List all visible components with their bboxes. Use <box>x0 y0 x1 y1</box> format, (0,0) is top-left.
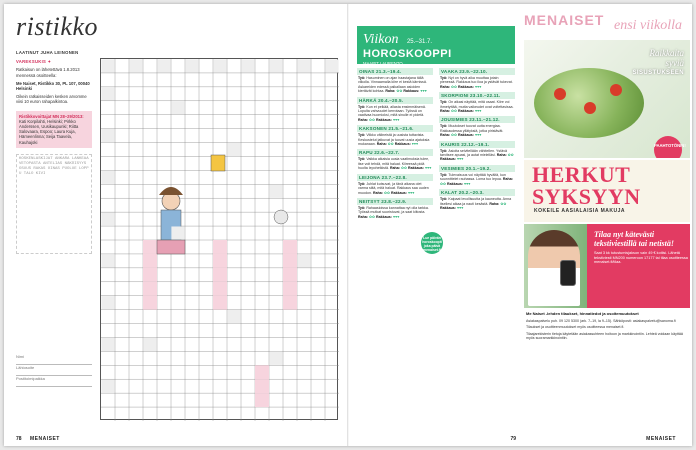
sign-name: JOUSIMIES 23.11.–21.12. <box>439 116 515 123</box>
next-week-label: ensi viikolla <box>614 18 683 33</box>
sign-name: HÄRKÄ 20.4.–20.5. <box>357 97 433 104</box>
sign-body: On aikasi näyttää, mitä osaat. Kiire voi ihmetyttää, mutta vaikeudet ovat voitettavissa. <box>440 100 514 109</box>
info-line: Tilaajarekisterin tietoja käytetään asiakassuhteen hoitoon ja markkinointiin. Lehteä voidaan käyttää myös suoramarkkinointiin. <box>526 331 683 340</box>
signs-column-right <box>439 68 515 213</box>
horoscope-sign <box>357 125 433 146</box>
star-rating-icon: ✿✿ <box>387 142 394 147</box>
heart-rating-icon: ♥♥♥ <box>475 133 482 138</box>
solution-cell[interactable] <box>255 393 269 407</box>
horoscope-sign <box>439 116 515 137</box>
entry-form <box>16 354 92 424</box>
section-label: VAREKSUKIS ✦ <box>16 59 52 65</box>
star-rating-icon: ✿✿ <box>500 201 507 206</box>
horoscope-sign <box>357 97 433 123</box>
crossword-grid-svg <box>101 59 339 421</box>
sign-money-label: Raha: <box>495 153 508 158</box>
clue-cell <box>171 101 184 114</box>
solution-cell[interactable] <box>213 296 227 310</box>
sign-love-label: Rakkaus: <box>440 205 457 210</box>
clue-cell <box>101 213 114 226</box>
clue-cell <box>241 59 254 72</box>
solution-cell[interactable] <box>143 268 157 282</box>
sign-money-label: Raha: <box>384 89 397 94</box>
winners-list: Kati Korpilahti, Helsinki; Pirkko Anderssen, Uusikaupunki; Riitta Salovaara, Espoo; Laura Kuja, Hämeenlinna; Seija Taavela, Kauhajoki <box>19 118 79 145</box>
solution-cell[interactable] <box>213 240 227 254</box>
clue-cell <box>101 296 114 309</box>
sign-money-label: Raha: <box>388 166 401 171</box>
sign-name: KAURIS 22.12.–19.1. <box>439 141 515 148</box>
clue-cell <box>269 185 282 198</box>
clue-cell <box>101 254 114 267</box>
star-rating-icon: ✿✿ <box>368 117 376 122</box>
horoscope-title: HOROSKOOPPI <box>363 48 452 60</box>
sign-money-label: Raha: <box>488 201 501 206</box>
sign-body: Juhlat kutsuvat, ja tänä aikana olet varma siitä, mitä haluat. Rakkaus saa uuden muodon. <box>358 181 429 195</box>
star-rating-icon: ✿✿ <box>507 153 514 158</box>
sign-money-label: Raha: <box>358 117 369 122</box>
salad-photo <box>524 40 690 158</box>
sign-body: Rahaasioissa kannattaa nyt olla tarkka. Työssä mutkat suoristuvat, ja saat kiitosta. <box>358 205 429 215</box>
clue-cell <box>227 143 240 156</box>
promo-headline: Tilaa nyt kätevästi tekstiviestillä tai netistä! <box>594 230 674 248</box>
previous-solution: KOSKENLASKIJAT ANKARA LANKEAA VETOPASTA ANTELIAS NÄKÖISYYS OSUUS RAKAS OINAS PUOLUE LOPPU TALO KIVI <box>16 154 92 254</box>
sign-text <box>357 132 433 146</box>
clue-cell <box>213 59 226 72</box>
heart-rating-icon: ♥♥♥ <box>464 181 471 186</box>
sign-text <box>439 99 515 113</box>
sign-body: Muutokset tuovat uutta energiaa. Rakkaudessa yllätyksiä, jotka piristävät. <box>440 124 504 133</box>
page-number-right: 79 <box>510 436 516 442</box>
sign-text <box>439 172 515 186</box>
star-rating-icon: ✿✿ <box>440 181 447 186</box>
entry-address-field[interactable]: Lähiosoite <box>16 365 92 376</box>
sign-name: NEITSYT 23.8.–22.9. <box>357 198 433 205</box>
clue-cell <box>297 254 310 267</box>
sign-work-label: Työ: <box>358 157 367 162</box>
star-rating-icon: ✿✿ <box>450 109 458 114</box>
next-week-header <box>522 10 692 40</box>
sign-love-label: Rakkaus: <box>402 89 421 94</box>
herkut-title: HERKUT SYKSYYN <box>532 162 641 209</box>
sign-text <box>357 75 433 94</box>
sign-name: SKORPIONI 23.10.–22.11. <box>439 92 515 99</box>
star-rating-icon: ✿✿ <box>383 190 391 195</box>
teaser-line-3: SISUSTUKSEEN <box>632 70 684 76</box>
star-rating-icon: ✿✿ <box>450 84 458 89</box>
sign-body: Kaipaat levollisuutta ja kauneutta. Anna itsellesi aikaa ja nauti kesästä. <box>440 197 512 206</box>
clue-cell <box>101 171 114 184</box>
horoscope-header <box>357 26 515 64</box>
clue-cell <box>171 226 184 239</box>
clue-cell <box>325 59 338 72</box>
crossword-sidebar <box>16 46 92 254</box>
horoscope-viikon: Viikon <box>363 32 399 47</box>
sign-work-label: Työ: <box>440 124 449 129</box>
heart-rating-icon: ♥♥♥ <box>456 205 464 210</box>
star-rating-icon: ✿✿ <box>450 133 458 138</box>
heart-rating-icon: ♥♥♥ <box>456 157 464 162</box>
sign-work-label: Työ: <box>358 181 367 186</box>
horoscope-sign <box>357 174 433 195</box>
author-label: LAATINUT JUHA LEINONEN <box>16 50 79 55</box>
horoscope-sign <box>439 92 515 113</box>
teaser-line-2: syviä <box>665 58 684 68</box>
solution-cell[interactable] <box>283 240 297 254</box>
sign-money-label: Raha: <box>375 142 388 147</box>
heart-rating-icon: ♥♥♥ <box>475 84 482 89</box>
horoscope-sign <box>439 68 515 89</box>
solution-cell[interactable] <box>213 268 227 282</box>
heart-rating-icon: ♥♥♥ <box>393 214 400 219</box>
clue-cell <box>269 352 282 365</box>
sign-body: Tulevaisuus voi näyttää hyvältä, kun suunnittelet rauhassa. Loma tuo lepoa. <box>440 172 506 182</box>
clue-cell <box>269 59 282 72</box>
sign-love-label: Rakkaus: <box>457 84 475 89</box>
signs-column-left <box>357 68 433 222</box>
sign-love-label: Rakkaus: <box>457 109 475 114</box>
herkut-subtitle: KOKEILE AASIALAISIA MAKUJA <box>534 208 625 214</box>
sign-body: Viikko välineistä ja uusista tuttavista. Keskustelut jatkuvat ja tuovat uusia ajatuksia mukanaan. <box>358 133 430 147</box>
heart-rating-icon: ♥♥♥ <box>411 142 419 147</box>
sign-love-label: Rakkaus: <box>440 157 457 162</box>
heart-rating-icon: ♥♥♥ <box>475 109 482 114</box>
subscription-promo[interactable] <box>524 224 690 308</box>
sign-love-label: Rakkaus: <box>390 190 408 195</box>
tomato-image <box>584 102 596 114</box>
info-title: Me Naiset -lehden tilaukset, hinnatiedot ja osoitemuutokset <box>526 311 639 316</box>
clue-cell <box>101 59 114 72</box>
info-line: Asiakaspalvelu puh. 09 120 5300 (ark. 7–19, la 9–15). Sähköposti: asiakaspalvelu@sanoma.fi <box>526 318 676 323</box>
horoscope-dates: 25.–31.7. <box>406 39 432 45</box>
solution-cell[interactable] <box>283 254 297 268</box>
promo-text <box>594 230 688 265</box>
magazine-spread <box>4 4 692 446</box>
horoscope-sign <box>357 198 433 219</box>
clue-cell <box>101 338 114 351</box>
entry-city-field[interactable]: Postitoimipaikka <box>16 376 92 387</box>
heart-rating-icon: ♥♥♥ <box>424 166 432 171</box>
sign-text <box>357 156 433 170</box>
sign-love-label: Rakkaus: <box>375 214 393 219</box>
sign-love-label: Rakkaus: <box>406 166 425 171</box>
page-title: ristikko <box>16 12 98 41</box>
sign-money-label: Raha: <box>372 190 384 195</box>
tomato-image <box>610 84 622 96</box>
solution-cell[interactable] <box>143 296 157 310</box>
sign-text <box>439 196 515 210</box>
solution-cell[interactable] <box>283 282 297 296</box>
sign-text <box>357 205 433 219</box>
page-number-left: 78 <box>16 436 22 442</box>
horoscope-sign <box>357 149 433 170</box>
solution-cell[interactable] <box>213 282 227 296</box>
subscription-info <box>526 312 690 343</box>
sign-body: Kun et pelkää, allasta ensimmäisenä. Lopulta vahvuudet kerrotaan. Työssä on vaativaa huomioksi, mitä sinulle ei pidetä. <box>358 104 426 118</box>
sign-name: VAAKA 23.9.–22.10. <box>439 68 515 75</box>
next-week-page <box>522 4 692 446</box>
clue-cell <box>185 59 198 72</box>
star-rating-icon: ✿✿ <box>396 89 403 94</box>
clue-cell <box>101 380 114 393</box>
sign-name: KALAT 20.2.–20.3. <box>439 189 515 196</box>
heart-rating-icon: ♥♥♥ <box>408 190 415 195</box>
solution-cell[interactable] <box>143 254 157 268</box>
sign-text <box>439 75 515 89</box>
horoscope-author: MAARIT LAURENTO <box>363 61 403 66</box>
promo-description: Saat 3 kk tutustumisjakson vain 49 € kotiisi. Lähetä tekstiviesti MN200 numeroon 17177 tai tilaa osoitteessa menaiset.fi/tilaa. <box>594 251 688 265</box>
solution-cell[interactable] <box>143 282 157 296</box>
clue-cell <box>101 129 114 142</box>
crossword-page <box>4 4 347 446</box>
sign-money-label: Raha: <box>501 177 513 182</box>
winners-title: Ristikkovoittajat MN 28–29/2013: <box>19 113 84 119</box>
sign-work-label: Työ: <box>358 76 367 80</box>
sign-body: Asioita selvitellään vähitellen. Ystävä tarvitsee apuasi, ja autat mielelläsi. <box>440 148 507 158</box>
sign-work-label: Työ: <box>358 104 367 109</box>
highlight-badge: PAAHTOTÖNIN! <box>654 136 682 158</box>
winners-box <box>16 111 92 148</box>
sign-body: Vaikka aikaisia uusia vaatimuksia tulee, itse voit tehdä, mitä haluat. Kiireessä pidä huolta lepohetkistä. <box>358 157 430 171</box>
sign-love-label: Rakkaus: <box>375 117 393 122</box>
solution-cell[interactable] <box>283 296 297 310</box>
sign-body: Hasuminen on ajan haastajana tällä viikolla. Vinnaamalla kiire ei kestä kärnissä. Askareiden edessä paikallaan asioiden kiertävät kohtaa. <box>358 76 427 94</box>
solution-cell[interactable] <box>255 365 269 379</box>
clue-cell <box>227 310 240 323</box>
clue-cell <box>101 87 114 100</box>
clue-cell <box>129 59 142 72</box>
tomato-image <box>554 88 566 100</box>
sign-text <box>439 148 515 162</box>
instruction-address: Me Naiset, Ristikko 30, PL 107, 00040 Helsinki <box>16 80 90 92</box>
sign-love-label: Rakkaus: <box>457 133 475 138</box>
horoscope-sign <box>439 141 515 162</box>
instruction-prize: Oikein ratkaisseiden kesken arvomme viisi 10 euron rahapalkintoa. <box>16 94 87 105</box>
sign-work-label: Työ: <box>440 172 449 177</box>
sign-work-label: Työ: <box>440 76 449 80</box>
sign-work-label: Työ: <box>440 197 449 202</box>
sign-name: RAPU 22.6.–22.7. <box>357 149 433 156</box>
star-rating-icon: ✿✿ <box>400 166 407 171</box>
info-line: Tilaukset ja osoitteenmuutokset myös osoitteessa menaiset.fi. <box>526 325 625 329</box>
sign-work-label: Työ: <box>358 205 367 210</box>
solution-cell[interactable] <box>283 268 297 282</box>
horoscope-page <box>349 4 520 446</box>
horoscope-sign <box>439 165 515 186</box>
entry-name-field[interactable]: Nimi <box>16 354 92 365</box>
sign-money-label: Raha: <box>358 214 369 219</box>
heart-rating-icon: ♥♥♥ <box>393 117 400 122</box>
sign-work-label: Työ: <box>440 100 449 105</box>
brand-left: MENAISET <box>30 436 60 442</box>
interior-teaser <box>633 48 684 78</box>
sign-work-label: Työ: <box>358 133 367 138</box>
sign-work-label: Työ: <box>440 148 449 153</box>
solution-cell[interactable] <box>143 240 157 254</box>
sign-text <box>357 181 433 195</box>
clue-cell <box>143 338 156 351</box>
next-week-brand: MENAISET <box>524 12 605 28</box>
sign-text <box>357 104 433 123</box>
clue-cell <box>157 59 170 72</box>
horoscope-sign <box>357 68 433 94</box>
sign-name: LEIJONA 23.7.–22.8. <box>357 174 433 181</box>
sign-body: Nyt on hyvä aika muuttaa jotain pienessä. Rakkaus tuo iloa ja ystävät tukevat. <box>440 76 513 85</box>
solution-cell[interactable] <box>213 254 227 268</box>
instruction-1: Ratkaisun on lähetettävä 1.8.2013 mennessä osoitteella: <box>16 67 80 78</box>
sign-money-label: Raha: <box>440 133 451 138</box>
sign-love-label: Rakkaus: <box>446 181 465 186</box>
phone-icon <box>560 260 576 286</box>
heart-rating-icon: ♥♥♥ <box>420 89 427 94</box>
solution-cell[interactable] <box>255 379 269 393</box>
sign-text <box>439 123 515 137</box>
star-rating-icon: ✿✿ <box>368 214 376 219</box>
sign-name: OINAS 21.3.–19.4. <box>357 68 433 75</box>
crossword-grid[interactable] <box>100 58 338 420</box>
teaser-line-1: Raikkaita <box>649 48 684 58</box>
herkut-teaser <box>524 160 690 222</box>
sign-money-label: Raha: <box>440 109 451 114</box>
horoscope-sign <box>439 189 515 210</box>
sign-name: VESIMIES 20.1.–19.2. <box>439 165 515 172</box>
sign-love-label: Rakkaus: <box>393 142 412 147</box>
sign-money-label: Raha: <box>440 84 451 89</box>
clue-cell <box>297 59 310 72</box>
brand-right: MENAISET <box>646 436 676 442</box>
sign-name: KAKSONEN 21.5.–21.6. <box>357 125 433 132</box>
daily-horoscope-badge: Lue päivän horoskoopit joka päivä menaiset.fi <box>421 232 443 254</box>
